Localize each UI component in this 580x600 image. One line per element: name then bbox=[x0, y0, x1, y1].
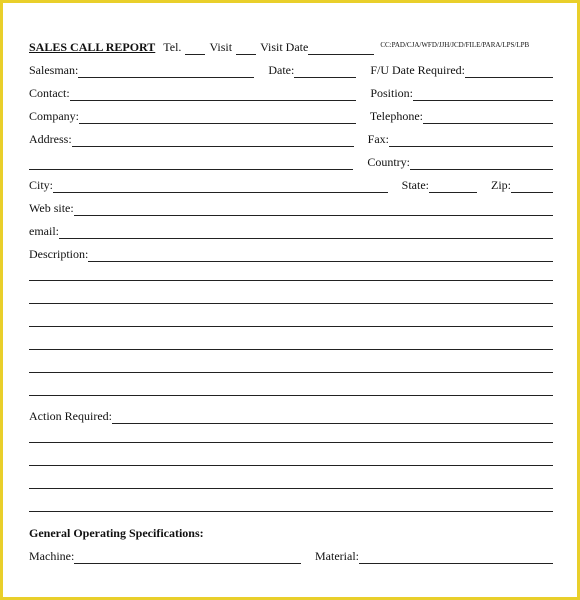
website-row bbox=[29, 198, 553, 216]
email-label: email: bbox=[29, 224, 59, 238]
action-required-field[interactable] bbox=[112, 409, 553, 424]
description-label: Description: bbox=[29, 247, 89, 261]
contact-field[interactable] bbox=[70, 86, 357, 101]
zip-label: Zip: bbox=[491, 178, 511, 192]
city-row bbox=[29, 175, 553, 193]
date-field[interactable] bbox=[294, 63, 356, 78]
description-line[interactable] bbox=[29, 349, 553, 350]
state-label: State: bbox=[401, 178, 429, 192]
machine-label: Machine: bbox=[29, 549, 75, 563]
country-row bbox=[29, 152, 553, 170]
email-row bbox=[29, 221, 553, 239]
material-label: Material: bbox=[315, 549, 359, 563]
company-label: Company: bbox=[29, 109, 79, 123]
fu-date-label: F/U Date Required: bbox=[370, 63, 465, 77]
fax-field[interactable] bbox=[389, 132, 553, 147]
action-line[interactable] bbox=[29, 511, 553, 512]
address-field[interactable] bbox=[72, 132, 354, 147]
machine-row bbox=[29, 546, 553, 564]
date-label: Date: bbox=[268, 63, 295, 77]
header-row bbox=[29, 37, 553, 55]
machine-field[interactable] bbox=[74, 549, 301, 564]
description-line[interactable] bbox=[29, 303, 553, 304]
zip-field[interactable] bbox=[511, 178, 553, 193]
material-field[interactable] bbox=[359, 549, 553, 564]
state-field[interactable] bbox=[429, 178, 477, 193]
action-line[interactable] bbox=[29, 465, 553, 466]
address-line-2-field[interactable] bbox=[29, 155, 353, 170]
email-field[interactable] bbox=[59, 224, 553, 239]
visit-field[interactable] bbox=[236, 40, 256, 55]
description-line[interactable] bbox=[29, 280, 553, 281]
position-label: Position: bbox=[370, 86, 413, 100]
description-line[interactable] bbox=[29, 372, 553, 373]
cc-list: CC:PAD/CJA/WFD/JJH/JCD/FILE/PARA/LPS/LPB bbox=[380, 41, 530, 49]
salesman-field[interactable] bbox=[78, 63, 254, 78]
form-title: SALES CALL REPORT bbox=[29, 40, 156, 54]
company-field[interactable] bbox=[79, 109, 356, 124]
country-field[interactable] bbox=[410, 155, 553, 170]
fax-label: Fax: bbox=[367, 132, 389, 146]
visit-date-label: Visit Date bbox=[260, 40, 309, 54]
website-field[interactable] bbox=[74, 201, 553, 216]
description-line[interactable] bbox=[29, 395, 553, 396]
action-line[interactable] bbox=[29, 488, 553, 489]
city-label: City: bbox=[29, 178, 54, 192]
country-label: Country: bbox=[367, 155, 410, 169]
address-row bbox=[29, 129, 553, 147]
visit-date-field[interactable] bbox=[308, 40, 374, 55]
telephone-label: Telephone: bbox=[369, 109, 423, 123]
salesman-label: Salesman: bbox=[29, 63, 79, 77]
website-label: Web site: bbox=[29, 201, 74, 215]
description-field[interactable] bbox=[88, 247, 553, 262]
visit-label: Visit bbox=[209, 40, 233, 54]
fu-date-field[interactable] bbox=[465, 63, 553, 78]
action-required-label: Action Required: bbox=[29, 409, 112, 423]
address-label: Address: bbox=[29, 132, 72, 146]
description-row bbox=[29, 244, 553, 262]
action-line[interactable] bbox=[29, 442, 553, 443]
tel-label: Tel. bbox=[163, 40, 182, 54]
contact-row bbox=[29, 83, 553, 101]
description-line[interactable] bbox=[29, 326, 553, 327]
position-field[interactable] bbox=[413, 86, 553, 101]
specs-heading: General Operating Specifications: bbox=[29, 526, 204, 540]
specs-heading-row bbox=[29, 523, 553, 541]
tel-field[interactable] bbox=[185, 40, 205, 55]
action-required-row bbox=[29, 406, 553, 424]
telephone-field[interactable] bbox=[423, 109, 553, 124]
company-row bbox=[29, 106, 553, 124]
city-field[interactable] bbox=[53, 178, 388, 193]
contact-label: Contact: bbox=[29, 86, 70, 100]
salesman-row bbox=[29, 60, 553, 78]
